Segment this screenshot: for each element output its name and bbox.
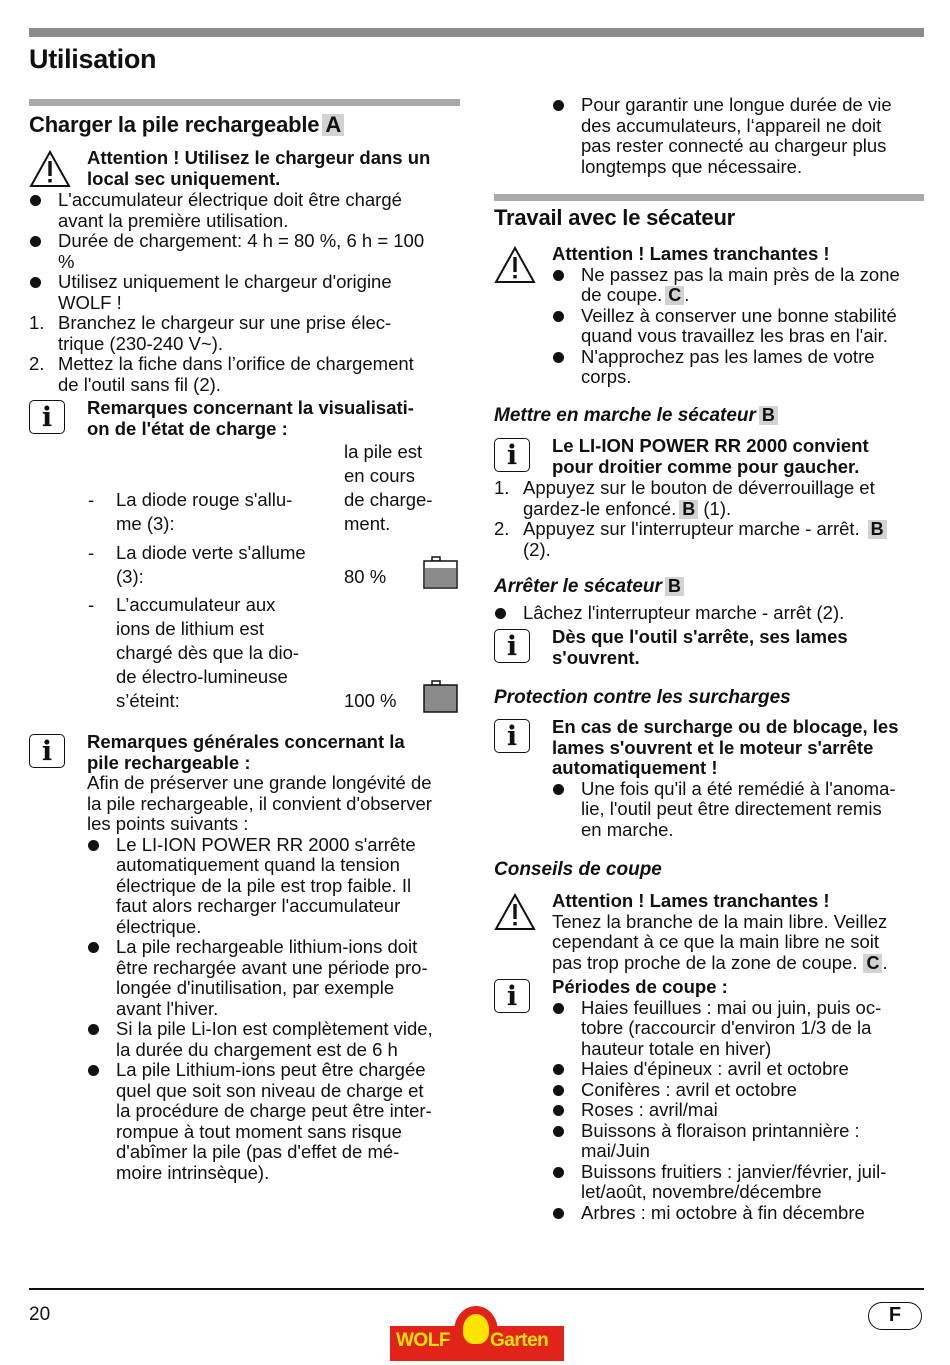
warning-triangle-icon <box>494 893 536 931</box>
list-item: 1. Appuyez sur le bouton de déverrouillage et gardez-le enfoncé. B (1). <box>494 477 875 519</box>
warning-triangle-icon <box>29 150 71 188</box>
charge-bullets <box>29 190 461 313</box>
warning-line: Attention ! Utilisez le chargeur dans un <box>87 147 431 168</box>
start-subtitle: Mettre en marche le sécateur B <box>494 406 778 427</box>
tips-warning: Attention ! Lames tranchantes ! Tenez la branche de la main libre. Veillez cependant à ce que la main libre ne soit pas trop proche de la zone de coupe. C . <box>494 891 950 973</box>
list-item: Haies d'épineux : avril et octobre <box>552 1059 950 1080</box>
list-item: La pile Lithium-ions peut être chargée quel que soit son niveau de charge et la procédure de charge peut être inter- rompue à tout moment sans risque d'abîmer la pile (pas d'effet de mé- moire intrinsèque). <box>87 1060 519 1183</box>
info-icon: i <box>494 629 530 663</box>
charge-status-note: i Remarques concernant la visualisati- on de l'état de charge : <box>29 398 519 439</box>
overload-bullet <box>552 779 950 841</box>
list-item: Si la pile Li-Ion est complètement vide, la durée du chargement est de 6 h <box>87 1019 519 1060</box>
overload-subtitle: Protection contre les surcharges <box>494 687 791 708</box>
info-icon: i <box>494 719 530 753</box>
top-rule <box>29 28 924 37</box>
list-item: Durée de chargement: 4 h = 80 %, 6 h = 100 % <box>29 231 461 272</box>
list-item: La pile rechargeable lithium-ions doit être rechargée avant une période pro- longée d'inutilisation, par exemple avant l'hiver. <box>87 937 519 1019</box>
list-item: 2. Appuyez sur l'interrupteur marche - arrêt. B (2). <box>494 519 926 560</box>
list-item: Le LI-ION POWER RR 2000 s'arrête automatiquement quand la tension électrique de la pile est trop faible. Il faut alors recharger l'accumulateur électrique. <box>87 835 519 938</box>
list-item: N'approchez pas les lames de votre corps. <box>552 347 950 388</box>
battery-100-icon <box>422 679 460 715</box>
list-item: Roses : avril/mai <box>552 1100 950 1121</box>
figure-badge-c: C <box>863 954 882 973</box>
footer-rule <box>29 1288 924 1290</box>
page-number: 20 <box>29 1304 51 1325</box>
battery-80-icon <box>422 555 460 591</box>
work-bullets <box>552 265 950 388</box>
list-item: Buissons fruitiers : janvier/février, juil- let/août, novembre/décembre <box>552 1162 950 1203</box>
figure-badge-a: A <box>322 114 344 136</box>
charge-warning <box>29 148 519 189</box>
list-item: 1. Branchez le chargeur sur une prise élec- trique (230-240 V~). <box>29 312 392 354</box>
list-item: Une fois qu'il a été remédié à l'anoma- lie, l'outil peut être directement remis en marche. <box>552 779 950 841</box>
section-rule <box>494 194 924 201</box>
list-item: Buissons à floraison printannière : mai/Juin <box>552 1121 950 1162</box>
cutting-periods-note: i Périodes de coupe : Haies feuillues : mai ou juin, puis oc- tobre (raccourcir d'environ 1/3 de la hauteur totale en hiver) Haies d'épineux : avril et octobre Conifères : avril et octobre Roses : avril/mai Buissons à floraison printannière : mai/Juin Buissons fruitiers : janvier/février, juil- let/août, novembre/décembre Arbres : mi octobre à fin décembre <box>494 977 950 1223</box>
logo-text-left: WOLF <box>396 1330 450 1351</box>
info-icon: i <box>494 438 530 472</box>
start-steps <box>494 478 926 560</box>
list-item: Ne passez pas la main près de la zone de coupe. C . <box>552 265 950 306</box>
info-icon: i <box>494 979 530 1013</box>
info-icon: i <box>29 734 65 768</box>
tips-subtitle: Conseils de coupe <box>494 859 662 880</box>
section-rule <box>29 99 460 106</box>
language-badge: F <box>868 1302 922 1330</box>
warning-triangle-icon <box>494 246 536 284</box>
stop-subtitle: Arrêter le sécateur B <box>494 577 684 598</box>
stop-note: i Dès que l'outil s'arrête, ses lames s'ouvrent. <box>494 627 950 668</box>
list-item: L'accumulateur électrique doit être chargé avant la première utilisation. <box>29 190 461 231</box>
list-item: Conifères : avril et octobre <box>552 1080 950 1101</box>
list-item: Utilisez uniquement le chargeur d'origine WOLF ! <box>29 272 461 313</box>
wolf-head-icon <box>463 1314 489 1344</box>
general-battery-note: i Remarques générales concernant la pile rechargeable : Afin de préserver une grande longévité de la pile rechargeable, il convient d'observer les points suivants : Le LI-ION POWER RR 2000 s'arrête automatiquement quand la tension électrique de la pile est trop faible. Il faut alors recharger l'accumulateur électrique. La pile rechargeable lithium-ions doit être rechargée avant une période pro- longée d'inutilisation, par exemple avant l'hiver. Si la pile Li-Ion est complètement vide, la durée du chargement est de 6 h La pile Lithium-ions peut être chargée quel que soit son niveau de charge et la procédure de charge peut être inter- rompue à tout moment sans risque d'abîmer la pile (pas d'effet de mé- moire intrinsèque). <box>29 732 519 1183</box>
info-icon: i <box>29 400 65 434</box>
overload-note: i En cas de surcharge ou de blocage, les lames s'ouvrent et le moteur s'arrête automatiquement ! Une fois qu'il a été remédié à l'anoma- lie, l'outil peut être directement remis en marche. <box>494 717 950 840</box>
list-item: Haies feuillues : mai ou juin, puis oc- tobre (raccourcir d'environ 1/3 de la hauteur totale en hiver) <box>552 998 950 1060</box>
top-bullet <box>552 95 932 177</box>
list-item: Pour garantir une longue durée de vie des accumulateurs, l‘appareil ne doit pas rester connecté au chargeur plus longtemps que nécessaire. <box>552 95 932 177</box>
work-warning: Attention ! Lames tranchantes ! Ne passez pas la main près de la zone de coupe. C . Veillez à conserver une bonne stabilité quand vous travaillez les bras en l'air. N'approchez pas les lames de votre corps. <box>494 244 950 388</box>
stop-bullet <box>494 603 926 624</box>
figure-badge-b: B <box>868 520 887 539</box>
charge-steps <box>29 313 461 395</box>
list-item: Lâchez l'interrupteur marche - arrêt (2). <box>494 603 926 624</box>
start-note: i Le LI-ION POWER RR 2000 convient pour droitier comme pour gaucher. <box>494 436 950 477</box>
list-item: Arbres : mi octobre à fin décembre <box>552 1203 950 1224</box>
list-item: 2. Mettez la fiche dans l’orifice de chargement de l'outil sans fil (2). <box>29 353 414 395</box>
figure-badge-b: B <box>665 577 684 596</box>
work-section-title: Travail avec le sécateur <box>494 205 736 230</box>
warning-line: local sec uniquement. <box>87 167 281 189</box>
figure-badge-c: C <box>665 286 684 305</box>
logo-text-right: Garten <box>490 1330 549 1351</box>
figure-badge-b: B <box>759 406 778 425</box>
page-title: Utilisation <box>29 44 157 74</box>
list-item: Veillez à conserver une bonne stabilité quand vous travaillez les bras en l'air. <box>552 306 950 347</box>
cutting-periods-list <box>552 998 950 1224</box>
wolf-garten-logo <box>390 1306 564 1361</box>
general-bullets <box>87 835 519 1184</box>
charge-section-title: Charger la pile rechargeable A <box>29 114 344 136</box>
figure-badge-b: B <box>679 500 698 519</box>
